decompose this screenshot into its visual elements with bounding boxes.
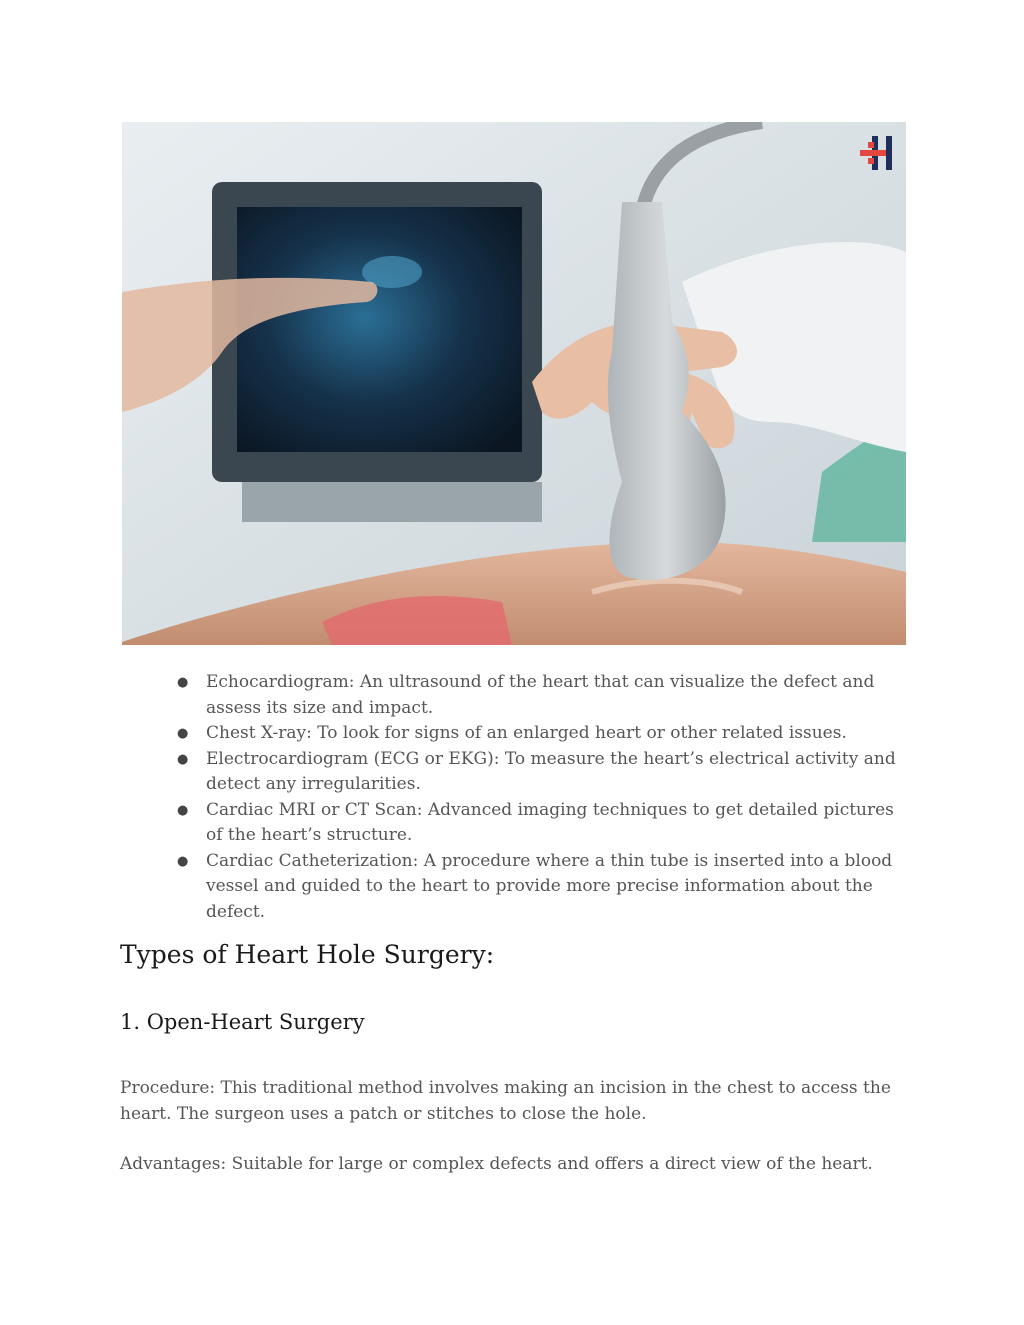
diagnosis-list xyxy=(177,670,906,925)
list-item-text: Echocardiogram: An ultrasound of the heart that can visualize the defect and assess its size and impact. xyxy=(206,672,875,718)
ultrasound-photo-icon xyxy=(122,122,906,645)
procedure-paragraph: Procedure: This traditional method involves making an incision in the chest to access the heart. The surgeon uses a patch or stitches to close the hole. xyxy=(120,1078,891,1124)
bullet-icon: ● xyxy=(177,751,189,767)
list-item xyxy=(177,849,906,926)
advantages-paragraph: Advantages: Suitable for large or complex defects and offers a direct view of the heart. xyxy=(120,1154,873,1174)
section-heading: Types of Heart Hole Surgery: xyxy=(120,940,495,969)
list-item-text: Chest X-ray: To look for signs of an enlarged heart or other related issues. xyxy=(206,723,847,743)
bullet-icon: ● xyxy=(177,726,189,741)
bullet-icon: ● xyxy=(177,802,189,818)
list-item-text: Cardiac Catheterization: A procedure where a thin tube is inserted into a blood vessel and guided to the heart to provide more precise information about the defect. xyxy=(206,850,893,922)
list-item xyxy=(177,798,906,849)
bullet-icon: ● xyxy=(177,675,189,690)
subsection-heading: 1. Open-Heart Surgery xyxy=(120,1010,365,1034)
list-item xyxy=(177,721,906,747)
list-item-text: Electrocardiogram (ECG or EKG): To measure the heart’s electrical activity and detect any irregularities. xyxy=(206,748,896,794)
list-item xyxy=(177,670,906,721)
bullet-icon: ● xyxy=(177,853,189,869)
ultrasound-photo xyxy=(122,122,906,645)
list-item-text: Cardiac MRI or CT Scan: Advanced imaging techniques to get detailed pictures of the heart’s structure. xyxy=(206,799,894,845)
list-item xyxy=(177,747,906,798)
